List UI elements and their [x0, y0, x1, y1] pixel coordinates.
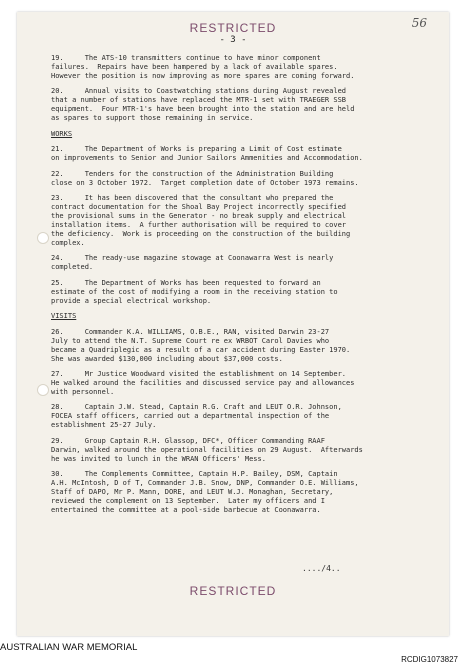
- paragraph-20: 20. Annual visits to Coastwatching stations during August revealed that a number of stations have replaced the MTR-1 set with TRAEGER SSB equipment. Four MTR-1's have been brought into the station and are held as spares to support those remaining in service.: [51, 87, 355, 123]
- paragraph-27: 27. Mr Justice Woodward visited the establishment on 14 September. He walked around the facilities and discussed service pay and allowances with personnel.: [51, 369, 355, 396]
- paragraph-25: 25. The Department of Works has been requested to forward an estimate of the cost of modifying a room in the receiving station to provide a special electrical workshop.: [51, 278, 338, 305]
- continuation-marker: ..../4..: [302, 564, 341, 573]
- page-number: - 3 -: [219, 35, 247, 45]
- paragraph-19: 19. The ATS-10 transmitters continue to have minor component failures. Repairs have been hampered by a lack of available spares. However the position is now improving as more spares are coming forward.: [51, 54, 355, 80]
- archive-reference-id: RCDIG1073827: [401, 655, 458, 664]
- punch-hole: [37, 232, 49, 244]
- paragraph-23: 23. It has been discovered that the consultant who prepared the contract documentation for the Shoal Bay Project incorrectly specified the provisional sums in the Generator - no break supply and electrical installation items. A further authorisation will be required to cover the deficiency. Work is proceeding on the construction of the building complex.: [51, 193, 351, 247]
- restricted-stamp-top: RESTRICTED: [189, 21, 277, 35]
- paragraph-29: 29. Group Captain R.H. Glassop, DFC*, Officer Commanding RAAF Darwin, walked around the operational facilities on 29 August. Afterwards he was invited to lunch in the WRAN Officers' Mess.: [51, 436, 363, 463]
- document-page: [17, 12, 449, 636]
- paragraph-21: 21. The Department of Works is preparing a Limit of Cost estimate on improvements to Senior and Junior Sailors Ammenities and Accommodation.: [51, 145, 363, 163]
- paragraph-22: 22. Tenders for the construction of the Administration Building close on 3 October 1972. Target completion date of October 1973 remains.: [51, 169, 359, 187]
- paragraph-28: 28. Captain J.W. Stead, Captain R.G. Craft and LEUT O.R. Johnson, FOCEA staff officers, carried out a departmental inspection of the establishment 25-27 July.: [51, 403, 342, 430]
- punch-hole: [37, 384, 49, 396]
- handwritten-page-number: 56: [411, 16, 427, 30]
- paragraph-30: 30. The Complements Committee, Captain H.P. Bailey, DSM, Captain A.H. McIntosh, D of T, Commander J.B. Snow, DNP, Commander O.E. Williams, Staff of DAPO, Mr P. Mann, DORE, and LEUT W.J. Monaghan, Secretary, reviewed the complement on 13 September. Later my officers and I entertained the committee at a pool-side barbecue at Coonawarra.: [51, 470, 359, 515]
- document-body: [51, 54, 431, 521]
- paragraph-24: 24. The ready-use magazine stowage at Coonawarra West is nearly completed.: [51, 254, 334, 272]
- paragraph-26: 26. Commander K.A. WILLIAMS, O.B.E., RAN, visited Darwin 23-27 July to attend the N.T. Supreme Court re ex WRBOT Carol Davies who became a Quadriplegic as a result of a car accident during Easter 1970. She was awarded $130,000 including about $37,000 costs.: [51, 327, 351, 363]
- restricted-stamp-bottom: RESTRICTED: [189, 584, 277, 598]
- section-heading-visits: VISITS: [51, 312, 77, 321]
- section-heading-works: WORKS: [51, 129, 73, 138]
- archive-source-label: AUSTRALIAN WAR MEMORIAL: [0, 642, 138, 653]
